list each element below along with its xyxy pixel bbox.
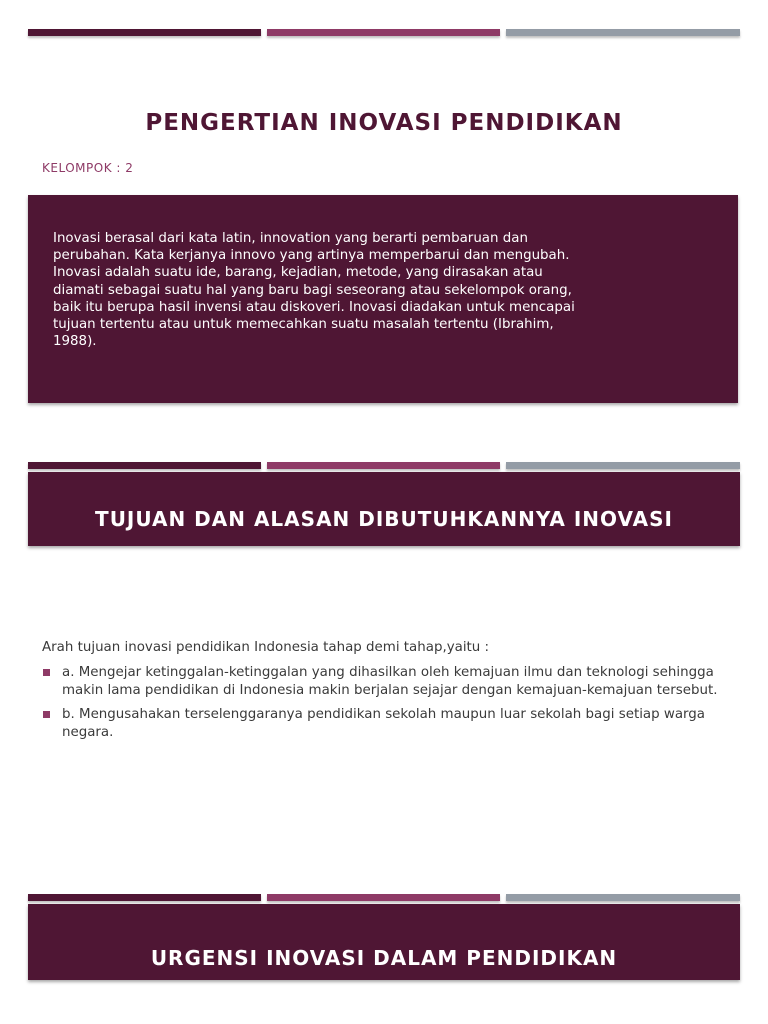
- intro-text: Arah tujuan inovasi pendidikan Indonesia tahap demi tahap,yaitu :: [42, 640, 490, 655]
- accent-bars: [28, 29, 740, 36]
- bullet-list: [42, 664, 722, 748]
- section-banner: [28, 904, 740, 980]
- accent-bar-magenta: [267, 462, 500, 469]
- list-item-text: a. Mengejar ketinggalan-ketinggalan yang dihasilkan oleh kemajuan ilmu dan teknologi sehingga makin lama pendidikan di Indonesia makin berjalan sejajar dengan kemajuan-kemajuan tersebut.: [62, 665, 718, 698]
- content-text: Inovasi berasal dari kata latin, innovation yang berarti pembaruan dan perubahan. Kata kerjanya innovo yang artinya memperbarui dan mengubah. Inovasi adalah suatu ide, barang, kejadian, metode, yang dirasakan atau diamati sebagai suatu hal yang baru bagi seseorang atau sekelompok orang, baik itu berupa hasil invensi atau diskoveri. Inovasi diadakan untuk mencapai tujuan tertentu atau untuk memecahkan suatu masalah tertentu (Ibrahim, 1988).: [53, 231, 575, 350]
- list-item-text: b. Mengusahakan terselenggaranya pendidikan sekolah maupun luar sekolah bagi setiap warga negara.: [62, 707, 706, 740]
- list-item: [42, 706, 722, 742]
- content-box: [28, 195, 738, 403]
- accent-bar-dark: [28, 29, 261, 36]
- accent-bar-magenta: [267, 29, 500, 36]
- square-bullet-icon: [43, 711, 50, 718]
- section-title: URGENSI INOVASI DALAM PENDIDIKAN: [150, 946, 618, 970]
- accent-bar-magenta: [267, 894, 500, 901]
- list-item: [42, 664, 722, 700]
- section-title: TUJUAN DAN ALASAN DIBUTUHKANNYA INOVASI: [95, 507, 673, 531]
- accent-bar-gray: [506, 894, 740, 901]
- square-bullet-icon: [43, 669, 50, 676]
- section-banner: [28, 472, 740, 546]
- accent-bar-dark: [28, 894, 261, 901]
- slide-title: PENGERTIAN INOVASI PENDIDIKAN: [145, 110, 623, 136]
- accent-bars: [28, 894, 740, 901]
- accent-bars: [28, 462, 740, 469]
- accent-bar-dark: [28, 462, 261, 469]
- accent-bar-gray: [506, 29, 740, 36]
- slide-subtitle: KELOMPOK : 2: [42, 161, 134, 175]
- accent-bar-gray: [506, 462, 740, 469]
